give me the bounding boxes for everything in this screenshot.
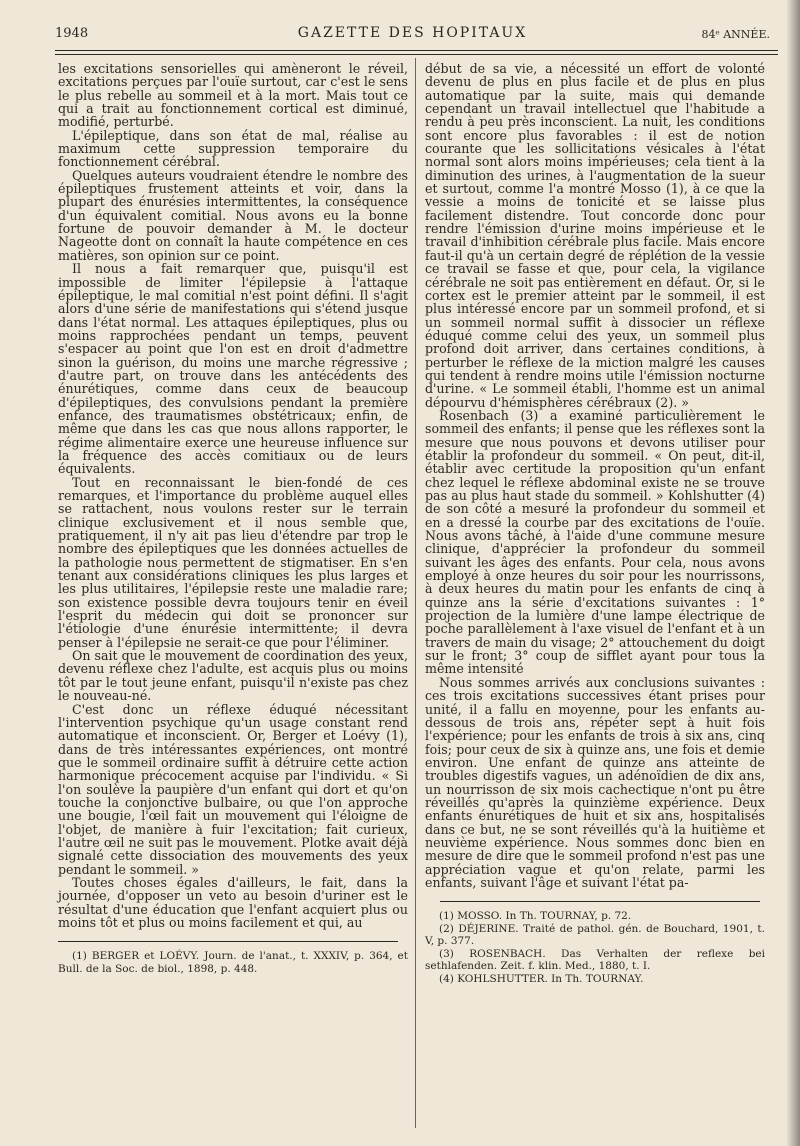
paragraph: On sait que le mouvement de coordination des yeux, devenu réflexe chez l'adulte, est acquis plus ou moins tôt par le tout jeune enfant, puisqu'il n'existe pas chez le nouveau-né. — [58, 648, 408, 704]
paragraph: début de sa vie, a nécessité un effort de volonté devenu de plus en plus facile et de plus en plus automatique par la suite, mais qui demande cependant un travail intellectuel que l'habitude a rendu à peu près inconscient. La nuit, les conditions sont encore plus favorables : il est de notion courante que les sollicitations vésicales à l'état normal sont alors moins impérieuses; cela tient à la diminution des urines, à l'augmentation de la sueur et surtout, comme l'a montré Mosso (1), à ce que la vessie a moins de tonicité et se laisse plus facilement distendre. Tout concorde donc pour rendre l'émission d'urine moins impérieuse et le travail d'inhibition cérébrale plus facile. Mais encore faut-il qu'à un certain degré de réplétion de la vessie ce travail se fasse et que, pour cela, la vigilance cérébrale ne soit pas entièrement en défaut. Or, si le cortex est le premier atteint par le sommeil, il est plus intéressé encore par un sommeil profond, et si un sommeil normal suffit à dissocier un réflexe éduqué comme celui des yeux, un sommeil plus profond doit arriver, dans certaines conditions, à perturber le réflexe de la miction malgré les causes qui tendent à rendre moins utile l'émission nocturne d'urine. « Le sommeil établi, l'homme est un animal dépourvu d'hémisphères cérébraux (2). » — [425, 61, 765, 410]
page-edge-shadow — [786, 0, 800, 1146]
paragraph: les excitations sensorielles qui amèneront le réveil, excitations perçues par l'ouïe surtout, car c'est le sens le plus rebelle au sommeil et à la mort. Mais tout ce qui a trait au fonctionnement cortical est diminué, modifié, perturbé. — [58, 61, 408, 130]
paragraph: Rosenbach (3) a examiné particulièrement le sommeil des enfants; il pense que les réflexes sont la mesure que nous pouvons et devons utiliser pour établir la profondeur du sommeil. « On peut, dit-il, établir avec certitude la proposition qu'un enfant chez lequel le réflexe abdominal existe ne se trouve pas au plus haut stade du sommeil. » Kohlshutter (4) de son côté a mesuré la profondeur du sommeil et en a dressé la courbe par des excitations de l'ouïe. Nous avons tâché, à l'aide d'une commune mesure clinique, d'apprécier la profondeur du sommeil suivant les âges des enfants. Pour cela, nous avons employé à onze heures du soir pour les nourrissons, à deux heures du matin pour les enfants de cinq à quinze ans la série d'excitations suivantes : 1° projection de la lumière d'une lampe électrique de poche parallèlement à l'axe visuel de l'enfant et à un travers de main du visage; 2° attouchement du doigt sur le front; 3° coup de sifflet ayant pour tous la même intensité — [425, 407, 765, 677]
footnote: (2) DÉJERINE. Traité de pathol. gén. de Bouchard, 1901, t. V, p. 377. — [425, 922, 765, 948]
paragraph: Toutes choses égales d'ailleurs, le fait, dans la journée, d'opposer un veto au besoin d'uriner est le résultat d'une éducation que l'enfant acquiert plus ou moins tôt et plus ou moins facilement et qui, au — [58, 874, 408, 930]
column-divider — [415, 58, 416, 1128]
paragraph: Tout en reconnaissant le bien-fondé de ces remarques, et l'importance du problème auquel elles se rattachent, nous voulons rester sur le terrain clinique exclusivement et il nous semble que, pratiquement, il n'y ait pas lieu d'étendre par trop le nombre des épileptiques que les données actuelles de la pathologie nous permettent de stigmatiser. En s'en tenant aux considérations cliniques les plus larges et les plus utilitaires, l'épilepsie reste une maladie rare; son existence possible devra toujours tenir en éveil l'esprit du médecin qui doit se prononcer sur l'étiologie d'une énurésie intermittente; il devra penser à l'épilepsie ne serait-ce que pour l'éliminer. — [58, 474, 408, 650]
paragraph: Nous sommes arrivés aux conclusions suivantes : ces trois excitations successives étant prises pour unité, il a fallu en moyenne, pour les enfants au-dessous de trois ans, répéter sept à huit fois l'expérience; pour les enfants de trois à six ans, cinq fois; pour ceux de six à quinze ans, une fois et demie environ. Une enfant de quinze ans atteinte de troubles digestifs vagues, un adénoïdien de dix ans, un nourrisson de six mois cachectique n'ont pu être réveillés qu'après la quinzième expérience. Deux enfants énurétiques de huit et six ans, hospitalisés dans ce but, ne se sont réveillés qu'à la huitième et neuvième expérience. Nous sommes donc bien en mesure de dire que le sommeil profond n'est pas une appréciation vague et qu'on relate, parmi les enfants, suivant l'âge et suivant l'état pa- — [425, 674, 765, 890]
footnote: (4) KOHLSHUTTER. In Th. TOURNAY. — [439, 972, 644, 985]
footnote: (3) ROSENBACH. Das Verhalten der reflexe bei sethlafenden. Zeit. f. klin. Med., 1880, t. I. — [425, 947, 765, 973]
right-column — [425, 62, 765, 985]
footnote-rule — [58, 941, 398, 942]
footnote: (1) BERGER et LOÉVY. Journ. de l'anat., t. XXXIV, p. 364, et Bull. de la Soc. de biol., 1898, p. 448. — [58, 950, 408, 975]
footnote-rule — [440, 901, 760, 902]
paragraph: L'épileptique, dans son état de mal, réalise au maximum cette suppression temporaire du fonctionnement cérébral. — [58, 127, 408, 170]
page-number: 1948 — [55, 26, 89, 41]
journal-title: GAZETTE DES HOPITAUX — [297, 25, 528, 41]
paragraph: Quelques auteurs voudraient étendre le nombre des épileptiques frustement atteints et voir, dans la plupart des énurésies intermittentes, la conséquence d'un équivalent comitial. Nous avons eu la bonne fortune de pouvoir demander à M. le docteur Nageotte dont on connaît la haute compétence en ces matières, son opinion sur ce point. — [58, 167, 408, 263]
paragraph: Il nous a fait remarquer que, puisqu'il est impossible de limiter l'épilepsie à l'attaque épileptique, le mal comitial n'est point défini. Il s'agit alors d'une série de manifestations qui s'étend jusque dans l'état normal. Les attaques épileptiques, plus ou moins rapprochées pendant un temps, peuvent s'espacer au point que l'on est en droit d'admettre sinon la guérison, du moins une marche régressive ; d'autre part, on trouve dans les antécédents des énurétiques, comme dans ceux de beaucoup d'épileptiques, des convulsions pendant la première enfance, des traumatismes obstétricaux; enfin, de même que dans les cas que nous allons rapporter, le régime alimentaire exerce une heureuse influence sur la fréquence des accès comitiaux ou de leurs équivalents. — [58, 261, 408, 477]
paragraph: C'est donc un réflexe éduqué nécessitant l'intervention psychique qu'un usage constant rend automatique et inconscient. Or, Berger et Loévy (1), dans de très intéressantes expériences, ont montré que le sommeil ordinaire suffit à détruire cette action harmonique précocement acquise par l'individu. « Si l'on soulève la paupière d'un enfant qui dort et qu'on touche la conjonctive bulbaire, ou que l'on approche une bougie, l'œil fait un mouvement qui l'éloigne de l'objet, de manière à fuir l'excitation; fait curieux, l'autre œil ne suit pas le mouvement. Plotke avait déjà signalé cette dissociation des mouvements des yeux pendant le sommeil. » — [58, 701, 408, 877]
footnote: (1) MOSSO. In Th. TOURNAY, p. 72. — [439, 910, 632, 923]
left-column — [58, 62, 408, 975]
page-header — [55, 22, 770, 44]
header-rule — [55, 50, 778, 55]
year-label: 84ᵉ ANNÉE. — [701, 28, 770, 41]
